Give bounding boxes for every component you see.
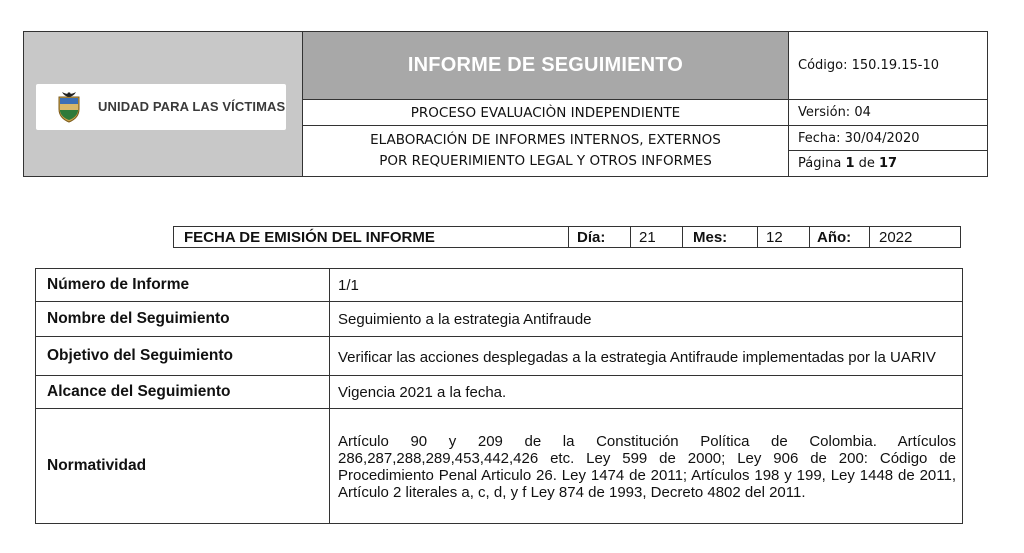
emission-date-label: FECHA DE EMISIÓN DEL INFORME <box>174 227 569 247</box>
regulations-value: Artículo 90 y 209 de la Constitución Política de Colombia. Artículos 286,287,288,289,453,442,426 etc. Ley 599 de 2000; Ley 906 de 200: Código de Procedimiento Penal Articulo 26. Ley 1474 de 2011; Artículos 198 y 199, Ley 1448 de 2011, Artículo 2 literales a, c, d, y f Ley 874 de 1993, Decreto 4802 del 2011. <box>338 433 956 501</box>
table-row <box>36 302 962 337</box>
table-row <box>36 409 962 523</box>
document-header <box>23 31 988 177</box>
emission-date-strip <box>173 226 961 248</box>
page-current: 1 <box>845 156 855 171</box>
document-code: Código: 150.19.15-10 <box>789 32 987 100</box>
page-number <box>789 151 987 176</box>
elaboration-line-2: POR REQUERIMIENTO LEGAL Y OTROS INFORMES <box>379 153 712 169</box>
report-number-value: 1/1 <box>338 276 359 294</box>
document-version: Versión: 04 <box>789 100 987 126</box>
document-title-cell <box>303 32 789 100</box>
scope-value: Vigencia 2021 a la fecha. <box>338 383 507 401</box>
year-label: Año: <box>810 227 870 247</box>
follow-up-name-value: Seguimiento a la estrategia Antifraude <box>338 310 592 328</box>
report-number-label: Número de Informe <box>36 269 330 301</box>
scope-label: Alcance del Seguimiento <box>36 376 330 408</box>
organization-logo <box>36 84 286 130</box>
table-row <box>36 337 962 376</box>
day-label: Día: <box>569 227 631 247</box>
elaboration-line-1: ELABORACIÓN DE INFORMES INTERNOS, EXTERNOS <box>370 132 721 148</box>
elaboration-description <box>303 126 789 176</box>
organization-name: UNIDAD PARA LAS VÍCTIMAS <box>98 99 286 114</box>
process-name: PROCESO EVALUACIÒN INDEPENDIENTE <box>303 100 789 126</box>
day-value: 21 <box>631 227 683 247</box>
table-row <box>36 376 962 409</box>
logo-cell <box>24 32 303 176</box>
document-date: Fecha: 30/04/2020 <box>789 126 987 151</box>
page-total: 17 <box>879 156 898 171</box>
month-label: Mes: <box>683 227 758 247</box>
objective-cell <box>330 337 962 375</box>
month-value: 12 <box>758 227 810 247</box>
page-separator: de <box>854 156 879 171</box>
page-prefix: Página <box>798 156 846 171</box>
regulations-label: Normatividad <box>36 409 330 523</box>
follow-up-name-label: Nombre del Seguimiento <box>36 302 330 336</box>
report-info-table <box>35 268 963 524</box>
objective-label: Objetivo del Seguimiento <box>36 337 330 375</box>
colombia-coat-of-arms-icon <box>56 91 82 123</box>
regulations-cell <box>330 409 962 523</box>
document-title: INFORME DE SEGUIMIENTO <box>407 54 684 76</box>
objective-value: Verificar las acciones desplegadas a la estrategia Antifraude implementadas por la UARIV <box>338 348 936 366</box>
year-value: 2022 <box>879 228 913 246</box>
table-row <box>36 269 962 302</box>
